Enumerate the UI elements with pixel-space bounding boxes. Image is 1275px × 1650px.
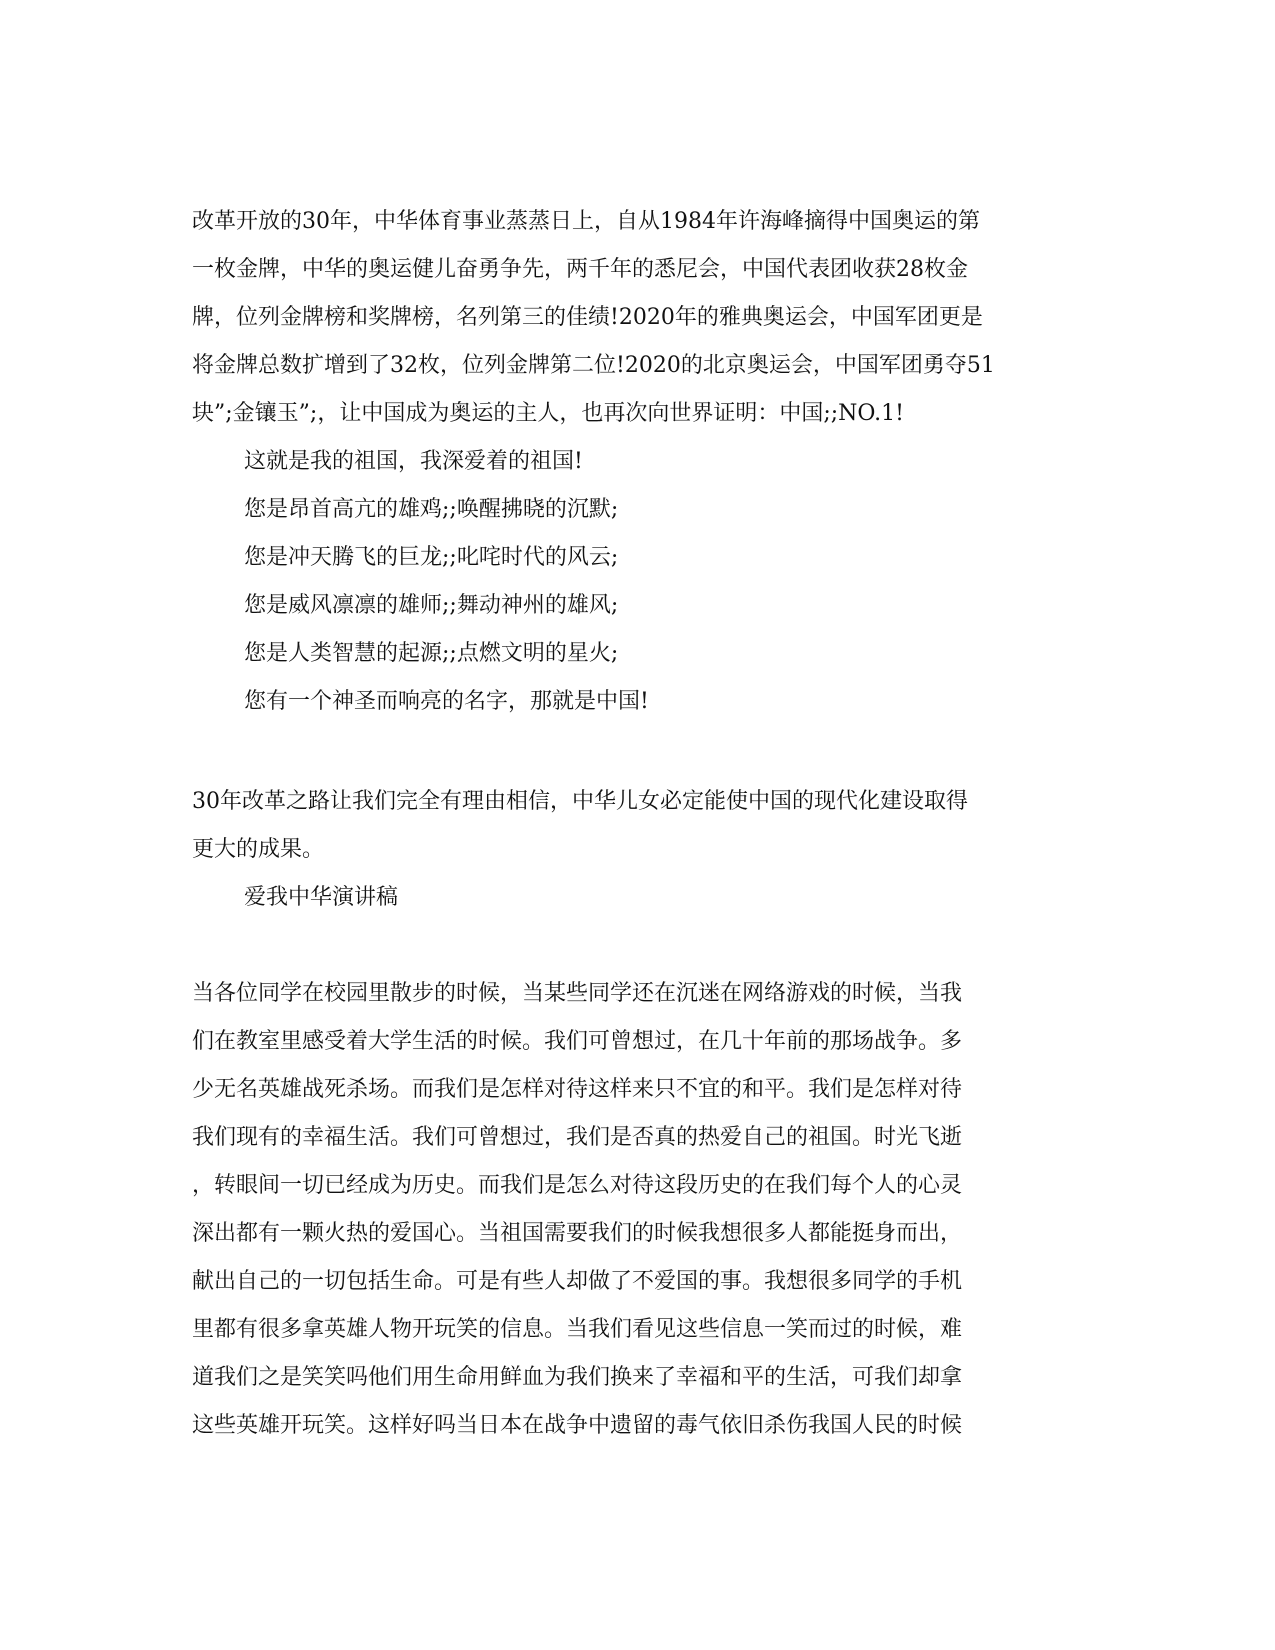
text-line: 将金牌总数扩增到了32枚，位列金牌第二位!2020的北京奥运会，中国军团勇夺51 <box>192 353 995 378</box>
text-line: 30年改革之路让我们完全有理由相信，中华儿女必定能使中国的现代化建设取得 <box>192 789 968 814</box>
text-line: 一枚金牌，中华的奥运健儿奋勇争先，两千年的悉尼会，中国代表团收获28枚金 <box>192 257 968 282</box>
poem-line: 您是昂首高亢的雄鸡;;唤醒拂晓的沉默; <box>244 497 619 522</box>
text-line: 少无名英雄战死杀场。而我们是怎样对待这样来只不宜的和平。我们是怎样对待 <box>192 1077 963 1102</box>
text-line: 献出自己的一切包括生命。可是有些人却做了不爱国的事。我想很多同学的手机 <box>192 1269 963 1294</box>
text-line: 深出都有一颗火热的爱国心。当祖国需要我们的时候我想很多人都能挺身而出， <box>192 1221 963 1246</box>
paragraph-olympics <box>192 198 1082 726</box>
poem-line: 您是冲天腾飞的巨龙;;叱咤时代的风云; <box>244 545 619 570</box>
text-line: 改革开放的30年，中华体育事业蒸蒸日上，自从1984年许海峰摘得中国奥运的第 <box>192 209 980 234</box>
paragraph-conclusion <box>192 778 1082 922</box>
text-line: 块”;金镶玉”;，让中国成为奥运的主人，也再次向世界证明：中国;;NO.1! <box>192 401 904 426</box>
text-line: 我们现有的幸福生活。我们可曾想过，我们是否真的热爱自己的祖国。时光飞逝 <box>192 1125 963 1150</box>
poem-line: 您是人类智慧的起源;;点燃文明的星火; <box>244 641 619 666</box>
text-line: 这些英雄开玩笑。这样好吗当日本在战争中遗留的毒气依旧杀伤我国人民的时候 <box>192 1413 963 1438</box>
text-line: 里都有很多拿英雄人物开玩笑的信息。当我们看见这些信息一笑而过的时候，难 <box>192 1317 963 1342</box>
poem-line: 您有一个神圣而响亮的名字，那就是中国! <box>244 689 649 714</box>
text-line: 更大的成果。 <box>192 837 325 862</box>
text-line: 们在教室里感受着大学生活的时候。我们可曾想过，在几十年前的那场战争。多 <box>192 1029 963 1054</box>
text-line: ，转眼间一切已经成为历史。而我们是怎么对待这段历史的在我们每个人的心灵 <box>192 1173 963 1198</box>
poem-line: 您是威风凛凛的雄师;;舞动神州的雄风; <box>244 593 619 618</box>
text-line: 当各位同学在校园里散步的时候，当某些同学还在沉迷在网络游戏的时候，当我 <box>192 981 963 1006</box>
text-line: 道我们之是笑笑吗他们用生命用鲜血为我们换来了幸福和平的生活，可我们却拿 <box>192 1365 963 1390</box>
speech-heading: 爱我中华演讲稿 <box>244 885 399 910</box>
poem-line: 这就是我的祖国，我深爱着的祖国! <box>244 449 583 474</box>
paragraph-speech <box>192 970 1082 1450</box>
text-line: 牌，位列金牌榜和奖牌榜，名列第三的佳绩!2020年的雅典奥运会，中国军团更是 <box>192 305 983 330</box>
